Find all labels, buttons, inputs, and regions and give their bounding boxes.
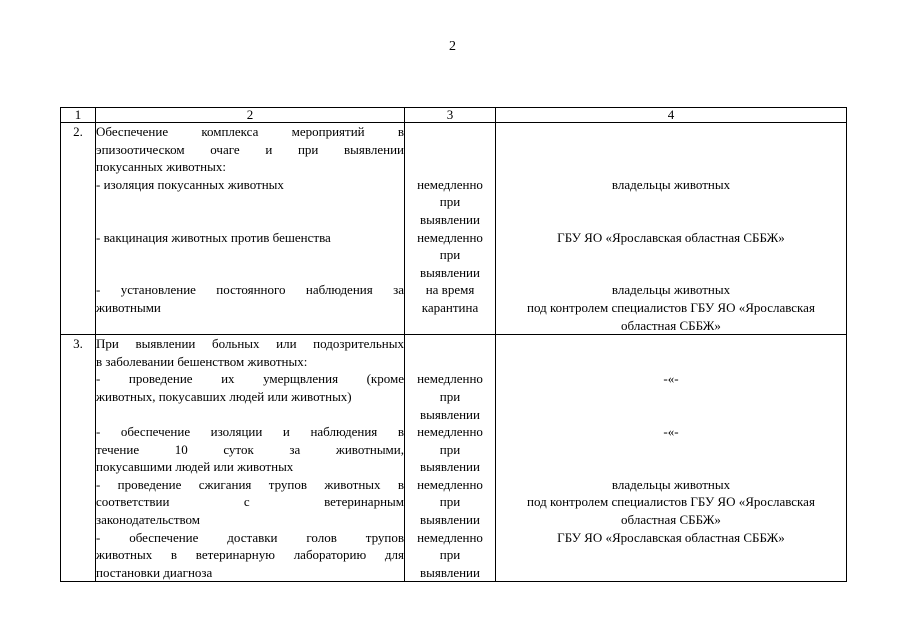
responsible-line: областная СББЖ» — [621, 317, 721, 333]
responsible-cell — [496, 335, 847, 582]
responsible-line: владельцы животных — [611, 476, 731, 492]
table-header-row — [61, 108, 847, 123]
intro-line: в заболевании бешенством животных: — [96, 353, 308, 369]
measure-text-line: - проведение их умерщвления (кроме — [96, 371, 404, 387]
measure-text-line: - вакцинация животных против бешенства — [96, 229, 331, 245]
term-line: при — [439, 441, 461, 457]
row-number: 3. — [61, 335, 96, 582]
responsible-cell — [496, 123, 847, 335]
term-line: выявлении — [420, 564, 480, 580]
measure-text-line: животными — [96, 299, 161, 315]
term-cell — [405, 123, 496, 335]
measure-text-line: постановки диагноза — [96, 564, 213, 580]
term-line: на время — [425, 282, 475, 298]
row-number: 2. — [61, 123, 96, 335]
measure-text-line: - обеспечение доставки голов трупов — [96, 529, 404, 545]
table-row — [61, 123, 847, 335]
intro-line: эпизоотическом очаге и при выявлении — [96, 141, 404, 157]
term-line: карантина — [421, 299, 479, 315]
term-line: немедленно — [417, 529, 483, 545]
responsible-line: владельцы животных — [611, 176, 731, 192]
measure-text-line: животных, покусавших людей или животных) — [96, 388, 352, 404]
measure-text-line: законодательством — [96, 512, 201, 528]
term-line: выявлении — [420, 459, 480, 475]
responsible-line: ГБУ ЯО «Ярославская областная СББЖ» — [557, 529, 785, 545]
term-line: при — [439, 494, 461, 510]
responsible-line: -«- — [663, 371, 679, 387]
measure-description-cell — [96, 335, 405, 582]
measure-text-line: - обеспечение изоляции и наблюдения в — [96, 424, 404, 440]
term-line: немедленно — [417, 476, 483, 492]
term-line: при — [439, 547, 461, 563]
intro-line: При выявлении больных или подозрительных — [96, 336, 404, 352]
responsible-line: владельцы животных — [611, 282, 731, 298]
responsible-line: -«- — [663, 424, 679, 440]
measure-description-cell — [96, 123, 405, 335]
header-cell-4: 4 — [496, 108, 847, 123]
measure-text-line: покусавшими людей или животных — [96, 459, 294, 475]
responsible-line: под контролем специалистов ГБУ ЯО «Ярославская — [527, 494, 815, 510]
term-line: немедленно — [417, 176, 483, 192]
intro-line: покусанных животных: — [96, 159, 226, 175]
term-line: немедленно — [417, 424, 483, 440]
term-line: выявлении — [420, 264, 480, 280]
measure-text-line: - изоляция покусанных животных — [96, 176, 284, 192]
page-number: 2 — [449, 39, 456, 54]
measures-table — [60, 107, 847, 582]
term-line: выявлении — [420, 512, 480, 528]
responsible-line: областная СББЖ» — [621, 512, 721, 528]
term-line: при — [439, 247, 461, 263]
measure-text-line: - проведение сжигания трупов животных в — [96, 476, 404, 492]
measure-text-line: - установление постоянного наблюдения за — [96, 282, 404, 298]
intro-line: Обеспечение комплекса мероприятий в — [96, 124, 404, 139]
term-line: немедленно — [417, 229, 483, 245]
responsible-line: под контролем специалистов ГБУ ЯО «Ярославская — [527, 299, 815, 315]
measure-text-line: течение 10 суток за животными, — [96, 441, 404, 457]
responsible-line: ГБУ ЯО «Ярославская областная СББЖ» — [557, 229, 785, 245]
term-line: при — [439, 194, 461, 210]
term-cell — [405, 335, 496, 582]
term-line: немедленно — [417, 371, 483, 387]
header-cell-2: 2 — [96, 108, 405, 123]
header-cell-1: 1 — [61, 108, 96, 123]
header-cell-3: 3 — [405, 108, 496, 123]
measure-text-line: животных в ветеринарную лабораторию для — [96, 547, 404, 563]
term-line: выявлении — [420, 406, 480, 422]
table-row — [61, 335, 847, 582]
term-line: при — [439, 388, 461, 404]
measure-text-line: соответствии с ветеринарным — [96, 494, 404, 510]
term-line: выявлении — [420, 211, 480, 227]
